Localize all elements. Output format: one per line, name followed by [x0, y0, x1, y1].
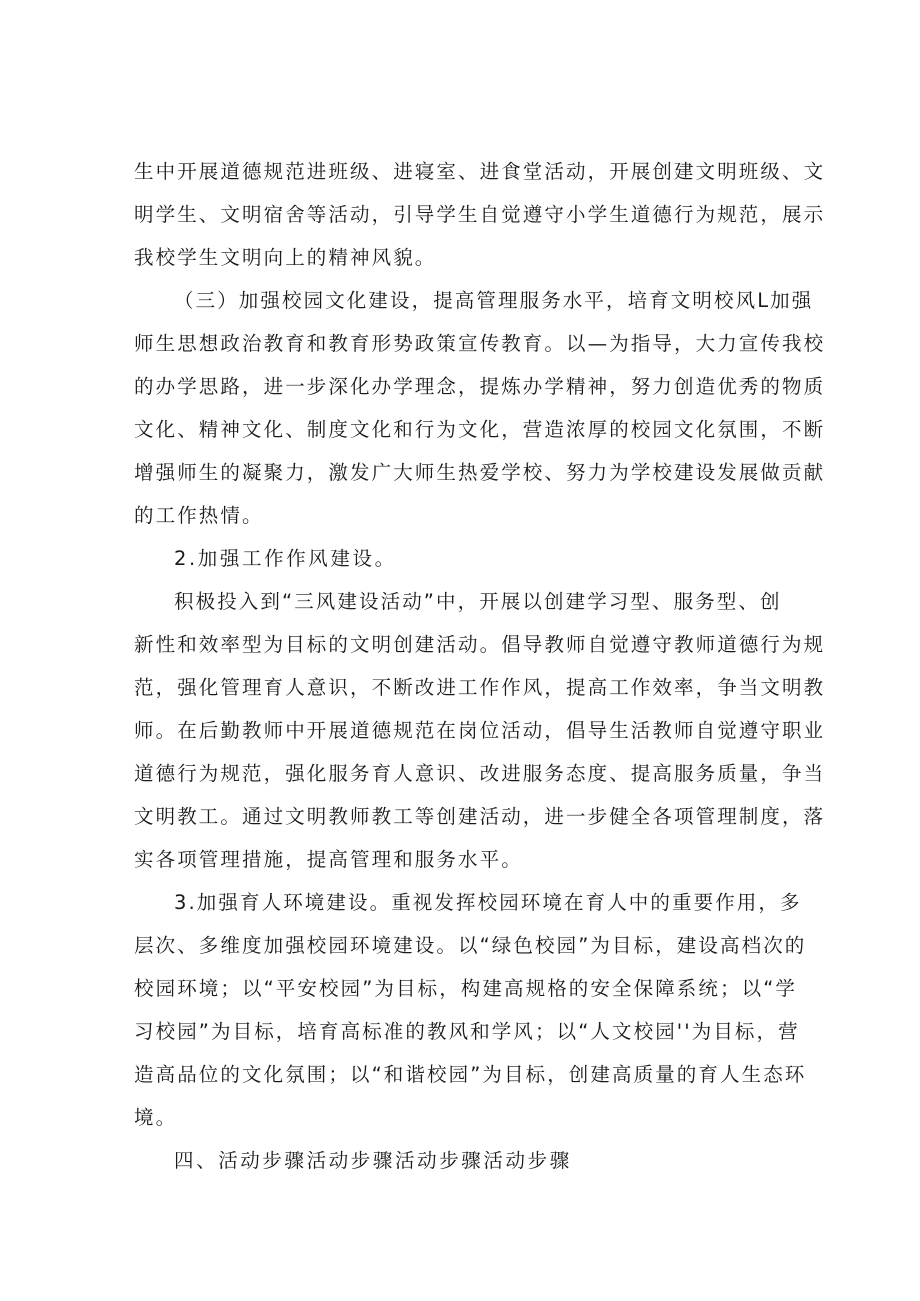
paragraph-1-line-2: 明学生、文明宿舍等活动，引导学生自觉遵守小学生道德行为规范，展示: [134, 203, 826, 226]
section-3-line-6: 的工作热情。: [134, 504, 264, 527]
item-2-line-6: 文明教工。通过文明教师教工等创建活动，进一步健全各项管理制度，落: [134, 805, 826, 828]
section-3-line-3: 的办学思路，进一步深化办学理念，提炼办学精神，努力创造优秀的物质: [134, 375, 826, 398]
paragraph-1-line-3: 我校学生文明向上的精神风貌。: [134, 246, 437, 269]
item-2-line-7: 实各项管理措施，提高管理和服务水平。: [134, 848, 523, 871]
item-2-line-2: 新性和效率型为目标的文明创建活动。倡导教师自觉遵守教师道德行为规: [134, 633, 826, 656]
paragraph-1-line-1: 生中开展道德规范进班级、进寝室、进食堂活动，开展创建文明班级、文: [134, 160, 826, 183]
section-3-line-2: 师生思想政治教育和教育形势政策宣传教育。以—为指导，大力宣传我校: [134, 332, 826, 355]
section-3-line-4: 文化、精神文化、制度文化和行为文化，营造浓厚的校园文化氛围，不断: [134, 418, 826, 441]
item-2-line-4: 师。在后勤教师中开展道德规范在岗位活动，倡导生活教师自觉遵守职业: [134, 719, 826, 742]
item-3-line-4: 习校园”为目标，培育高标准的教风和学风；以“人文校园''为目标，营: [134, 1020, 800, 1043]
item-3-line-2: 层次、多维度加强校园环境建设。以“绿色校园”为目标，建设高档次的: [134, 934, 807, 957]
item-2-line-1: 积极投入到“三风建设活动”中，开展以创建学习型、服务型、创: [174, 590, 782, 613]
item-3-line-5: 造高品位的文化氛围；以“和谐校园”为目标，创建高质量的育人生态环: [134, 1063, 807, 1086]
item-2-line-3: 范，强化管理育人意识，不断改进工作作风，提高工作效率，争当文明教: [134, 676, 826, 699]
section-4-heading: 四、活动步骤活动步骤活动步骤活动步骤: [174, 1149, 572, 1172]
item-3-line-6: 境。: [134, 1106, 178, 1129]
item-3-line-3: 校园环境；以“平安校园”为目标，构建高规格的安全保障系统；以“学: [134, 977, 798, 1000]
section-3-line-5: 增强师生的凝聚力，激发广大师生热爱学校、努力为学校建设发展做贡献: [134, 461, 826, 484]
section-3-line-1: （三）加强校园文化建设，提高管理服务水平，培育文明校风L加强: [174, 289, 814, 312]
item-2-line-5: 道德行为规范，强化服务育人意识、改进服务态度、提高服务质量，争当: [134, 762, 826, 785]
item-3-line-1: 3.加强育人环境建设。重视发挥校园环境在育人中的重要作用，多: [174, 891, 802, 914]
item-2-heading: 2.加强工作作风建设。: [174, 547, 397, 570]
